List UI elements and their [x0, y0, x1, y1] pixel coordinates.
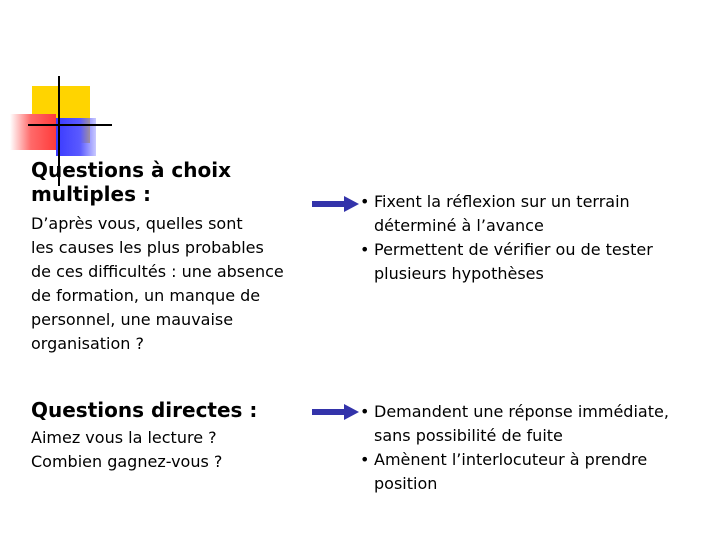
section2-bullet-2: • Amènent l’interlocuteur à prendre position — [360, 448, 710, 496]
decor-red-square — [10, 114, 56, 150]
section2-bullet-1: • Demandent une réponse immédiate, sans possibilité de fuite — [360, 400, 710, 448]
section2-body: Aimez vous la lecture ? Combien gagnez-vous ? — [31, 428, 223, 471]
section1-body: D’après vous, quelles sont les causes les plus probables de ces difficultés : une absence de formation, un manque de personnel, une mauvaise organisation ? — [31, 214, 284, 353]
section1-bullet-2: • Permettent de vérifier ou de tester plusieurs hypothèses — [360, 238, 700, 286]
section2-arrow-icon — [312, 402, 360, 422]
section1-arrow-icon — [312, 194, 360, 214]
section1-heading: Questions à choix multiples : — [31, 158, 232, 206]
section1-bullet-1: • Fixent la réflexion sur un terrain déterminé à l’avance — [360, 190, 700, 238]
section2-bullet-list — [360, 400, 710, 496]
section1-bullet-list — [360, 190, 700, 286]
decor-horizontal-line — [28, 124, 112, 126]
section2-heading: Questions directes : — [31, 398, 258, 422]
